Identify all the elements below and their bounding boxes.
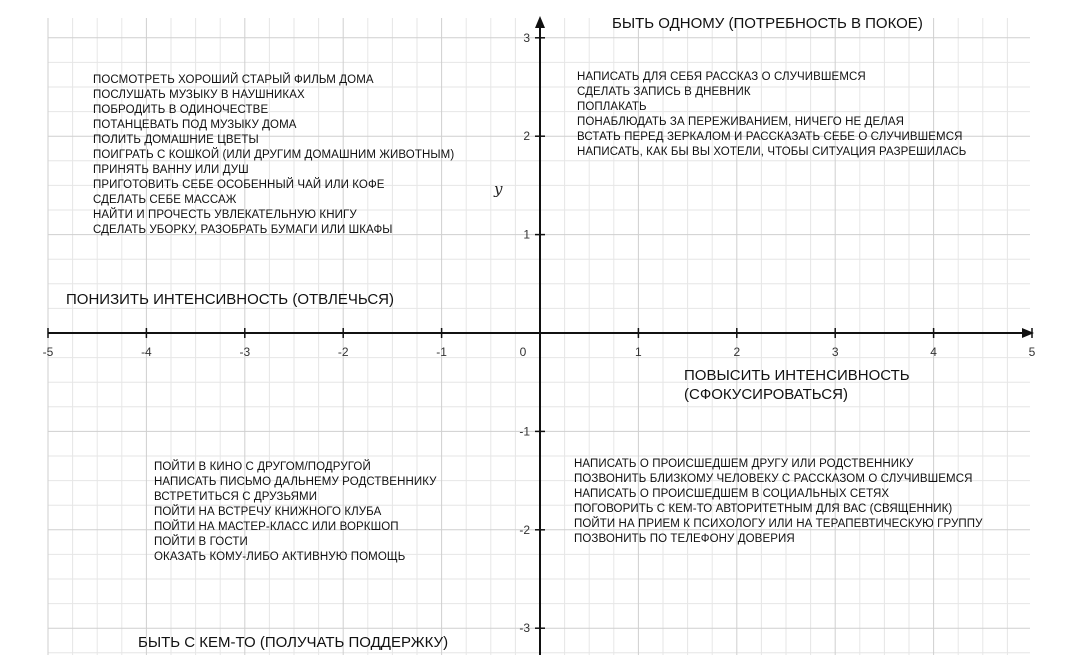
x-tick-label: 3 <box>831 345 839 359</box>
list-item: ВСТАТЬ ПЕРЕД ЗЕРКАЛОМ И РАССКАЗАТЬ СЕБЕ О СЛУЧИВШЕМСЯ <box>577 131 963 143</box>
list-item: ПОИГРАТЬ С КОШКОЙ (ИЛИ ДРУГИМ ДОМАШНИМ ЖИВОТНЫМ) <box>93 149 455 161</box>
y-tick-label: 3 <box>523 30 530 45</box>
x-tick-label: -2 <box>337 345 349 359</box>
list-item: НАПИСАТЬ ПИСЬМО ДАЛЬНЕМУ РОДСТВЕННИКУ <box>154 476 437 488</box>
list-item: ПОБРОДИТЬ В ОДИНОЧЕСТВЕ <box>93 104 269 116</box>
list-item: ОКАЗАТЬ КОМУ-ЛИБО АКТИВНУЮ ПОМОЩЬ <box>154 551 406 563</box>
x-tick-label: -1 <box>436 345 447 359</box>
y-axis-label: y <box>494 180 503 198</box>
y-tick-label: -1 <box>519 424 530 439</box>
list-item: НАЙТИ И ПРОЧЕСТЬ УВЛЕКАТЕЛЬНУЮ КНИГУ <box>93 209 357 221</box>
y-tick-label: -2 <box>519 522 530 537</box>
list-item: НАПИСАТЬ, КАК БЫ ВЫ ХОТЕЛИ, ЧТОБЫ СИТУАЦИЯ РАЗРЕШИЛАСЬ <box>577 146 967 158</box>
list-item: ПОЙТИ НА ПРИЕМ К ПСИХОЛОГУ ИЛИ НА ТЕРАПЕВТИЧЕСКУЮ ГРУППУ <box>574 518 983 530</box>
list-item: ПОЙТИ НА ВСТРЕЧУ КНИЖНОГО КЛУБА <box>154 506 382 518</box>
list-item: ПОНАБЛЮДАТЬ ЗА ПЕРЕЖИВАНИЕМ, НИЧЕГО НЕ ДЕЛАЯ <box>577 116 905 128</box>
quadrant-bottom-left-list <box>154 460 437 565</box>
y-axis-arrow-icon <box>535 16 545 28</box>
list-item: ПОЙТИ НА МАСТЕР-КЛАСС ИЛИ ВОРКШОП <box>154 521 399 533</box>
list-item: ПОПЛАКАТЬ <box>577 101 647 113</box>
y-tick-label: 1 <box>523 227 530 242</box>
list-item: ПОГОВОРИТЬ С КЕМ-ТО АВТОРИТЕТНЫМ ДЛЯ ВАС (СВЯЩЕННИК) <box>574 503 953 515</box>
list-item: ПОЛИТЬ ДОМАШНИЕ ЦВЕТЫ <box>93 134 259 146</box>
list-item: НАПИСАТЬ ДЛЯ СЕБЯ РАССКАЗ О СЛУЧИВШЕМСЯ <box>577 71 866 83</box>
x-tick-label: 1 <box>635 345 642 359</box>
list-item: ПОЗВОНИТЬ ПО ТЕЛЕФОНУ ДОВЕРИЯ <box>574 533 795 545</box>
y-tick-label: 2 <box>523 129 530 144</box>
x-tick-label: 2 <box>733 345 741 359</box>
y-tick-label: -3 <box>519 621 530 636</box>
list-item: ПОЗВОНИТЬ БЛИЗКОМУ ЧЕЛОВЕКУ С РАССКАЗОМ О СЛУЧИВШЕМСЯ <box>574 473 973 485</box>
list-item: СДЕЛАТЬ УБОРКУ, РАЗОБРАТЬ БУМАГИ ИЛИ ШКАФЫ <box>93 224 393 236</box>
list-item: СДЕЛАТЬ ЗАПИСЬ В ДНЕВНИК <box>577 86 751 98</box>
list-item: ПРИГОТОВИТЬ СЕБЕ ОСОБЕННЫЙ ЧАЙ ИЛИ КОФЕ <box>93 179 385 191</box>
quadrant-top-left-list <box>93 73 454 238</box>
label-bottom-be-with-someone: БЫТЬ С КЕМ-ТО (ПОЛУЧАТЬ ПОДДЕРЖКУ) <box>138 634 449 651</box>
list-item: НАПИСАТЬ О ПРОИСШЕДШЕМ ДРУГУ ИЛИ РОДСТВЕННИКУ <box>574 458 914 470</box>
list-item: ПОСМОТРЕТЬ ХОРОШИЙ СТАРЫЙ ФИЛЬМ ДОМА <box>93 74 374 86</box>
quadrant-top-right-list <box>577 70 966 160</box>
x-tick-label: 0 <box>519 345 527 359</box>
x-tick-label: 4 <box>930 345 937 359</box>
list-item: СДЕЛАТЬ СЕБЕ МАССАЖ <box>93 194 237 206</box>
label-left-lower-intensity: ПОНИЗИТЬ ИНТЕНСИВНОСТЬ (ОТВЛЕЧЬСЯ) <box>66 291 395 308</box>
label-top-be-alone: БЫТЬ ОДНОМУ (ПОТРЕБНОСТЬ В ПОКОЕ) <box>612 15 923 32</box>
x-tick-label: -4 <box>141 345 152 359</box>
label-right-raise-intensity <box>684 366 910 404</box>
quadrant-bottom-right-list <box>574 457 983 547</box>
x-tick-label: -5 <box>42 345 54 359</box>
label-right-line2: (СФОКУСИРОВАТЬСЯ) <box>684 386 848 403</box>
list-item: ПОЙТИ В КИНО С ДРУГОМ/ПОДРУГОЙ <box>154 461 371 473</box>
list-item: ПОЙТИ В ГОСТИ <box>154 536 248 548</box>
list-item: ПОТАНЦЕВАТЬ ПОД МУЗЫКУ ДОМА <box>93 119 297 131</box>
label-right-line1: ПОВЫСИТЬ ИНТЕНСИВНОСТЬ <box>684 367 910 384</box>
list-item: НАПИСАТЬ О ПРОИСШЕДШЕМ В СОЦИАЛЬНЫХ СЕТЯХ <box>574 488 890 500</box>
list-item: ПОСЛУШАТЬ МУЗЫКУ В НАУШНИКАХ <box>93 89 305 101</box>
list-item: ПРИНЯТЬ ВАННУ ИЛИ ДУШ <box>93 164 249 176</box>
list-item: ВСТРЕТИТЬСЯ С ДРУЗЬЯМИ <box>154 491 318 503</box>
x-tick-label: 5 <box>1028 345 1036 359</box>
x-tick-label: -3 <box>239 345 251 359</box>
